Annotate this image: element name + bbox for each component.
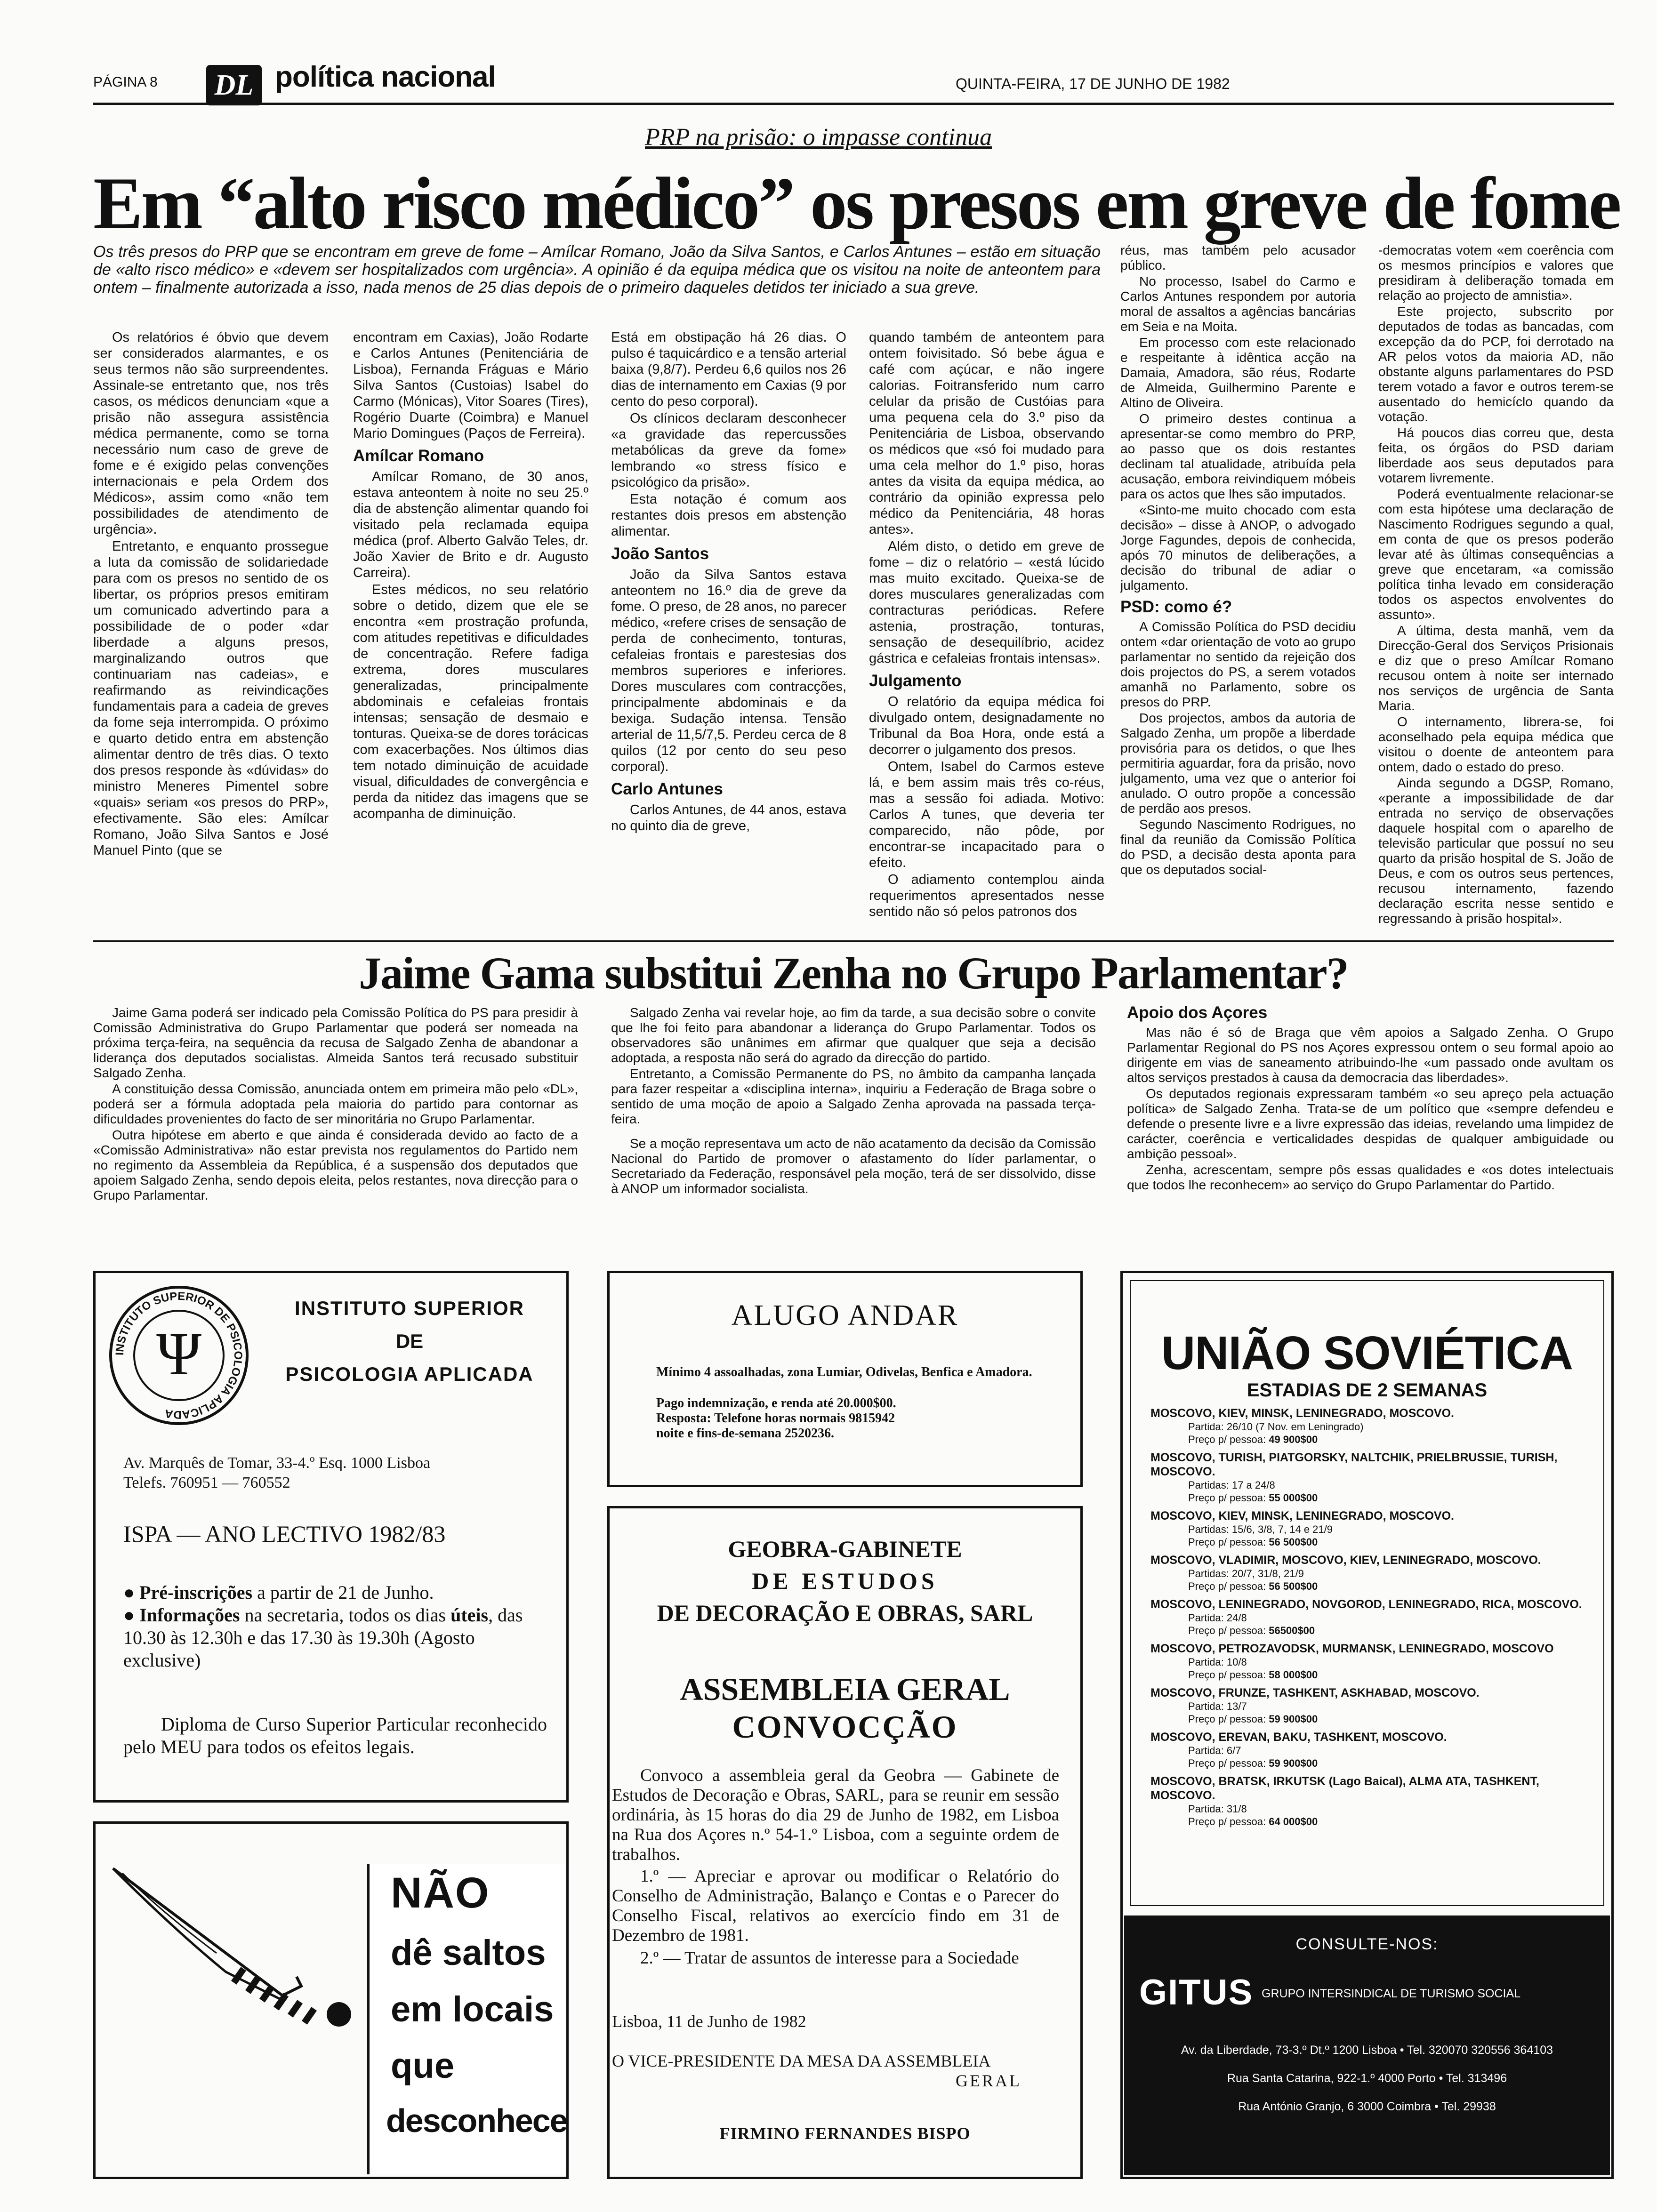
route-price: [1150, 1433, 1593, 1446]
subhead: Amílcar Romano: [353, 447, 484, 465]
paragraph: Poderá eventualmente relacionar-se com esta hipótese uma declaração de Nascimento Rodrigues segundo a qual, em conta de que os presos poderão levar até às últimas consequências a greve que encetaram, «a comissão política tinha levado em consideração todos os aspectos envolventes do assunto».: [1378, 487, 1614, 622]
dl-logo-text: DL: [214, 69, 254, 101]
route-item: [1150, 1451, 1593, 1504]
route-price: [1150, 1580, 1593, 1593]
subhead: Julgamento: [869, 672, 962, 690]
route-dates: Partidas: 17 a 24/8: [1188, 1479, 1275, 1491]
price-value: 64 000$00: [1269, 1816, 1318, 1827]
subhead: João Santos: [611, 545, 709, 563]
header-rule: [93, 103, 1614, 105]
paragraph: quando também de anteontem para ontem foivisitado. Só bebe água e café com açúcar, e não ingere calorias. Foitransferido num carro celular da prisão de Custóias para uma pequena cela do 3.º piso da Penitenciária de Lisboa, observando os médicos que «só foi mudado para uma cela melhor do 1.º piso, horas antes da visita da equipa médica, ao contrário da opinião expressa pelo médico da Penitenciária, 48 horas antes».: [869, 330, 1104, 537]
price-label: Preço p/ pessoa:: [1188, 1816, 1269, 1827]
price-value: 56 500$00: [1269, 1580, 1318, 1592]
price-value: 49 900$00: [1269, 1434, 1318, 1445]
paragraph: No processo, Isabel do Carmo e Carlos Antunes respondem por autoria moral de assaltos a agências bancárias em Seia e na Moita.: [1120, 274, 1356, 334]
route-dates: Partida: 6/7: [1188, 1745, 1241, 1756]
route-dates: Partidas: 15/6, 3/8, 7, 14 e 21/9: [1188, 1523, 1333, 1535]
article1-col5: [1120, 243, 1356, 913]
paragraph: João da Silva Santos estava anteontem no 16.º dia de greve da fome. O preso, de 28 anos, no parecer médico, «refere crises de sensação de perda de conhecimento, tonturas, cefaleias frontais e parestesias dos membros superiores e inferiores. Dores musculares com contracções, principalmente abdominais e da bexiga. Sudação intensa. Tensão arterial de 11,5/7,5. Perdeu cerca de 8 quilos (12 por cento do seu peso corporal).: [611, 567, 846, 774]
route-item: [1150, 1509, 1593, 1548]
route-item: [1150, 1597, 1593, 1637]
route-price: [1150, 1668, 1593, 1681]
route-cities: MOSCOVO, FRUNZE, TASHKENT, ASKHABAD, MOSCOVO.: [1150, 1686, 1480, 1699]
geobra-sig-2: GERAL: [956, 2071, 1022, 2090]
route-item: [1150, 1406, 1593, 1446]
route-cities: MOSCOVO, TURISH, PIATGORSKY, NALTCHIK, PRIELBRUSSIE, TURISH, MOSCOVO.: [1150, 1451, 1558, 1478]
route-dates: Partidas: 20/7, 31/8, 21/9: [1188, 1568, 1304, 1579]
alugo-l3: Resposta: Telefone horas normais 9815942: [656, 1411, 895, 1426]
paragraph: Há poucos dias correu que, desta feita, os órgãos do PSD dariam liberdade aos seus deputados para votarem livremente.: [1378, 425, 1614, 485]
geobra-heading-2: CONVOCÇÃO: [732, 1709, 958, 1745]
saltos-line-3: em locais: [391, 1989, 554, 2029]
geobra-title-3: DE DECORAÇÃO E OBRAS, SARL: [657, 1600, 1033, 1626]
price-value: 59 900$00: [1269, 1713, 1318, 1725]
paragraph: Esta notação é comum aos restantes dois presos em abstenção alimentar.: [611, 492, 846, 539]
paragraph: Salgado Zenha vai revelar hoje, ao fim da tarde, a sua decisão sobre o convite que lhe foi feito para abandonar a liderança do Grupo Parlamentar. Todos os observadores são unânimes em afirmar que qualquer que seja a decisão adoptada, a resposta não será do agrado da direcção do partido.: [611, 1005, 1096, 1065]
saltos-line-1: NÃO: [391, 1869, 490, 1917]
paragraph: O primeiro destes continua a apresentar-se como membro do PRP, ao passo que os dois restantes declinam tal atualidade, atribuída pela acusação, embora reivindiquem móbeis para os actos que lhes são imputados.: [1120, 411, 1356, 501]
bullet-text: a partir de 21 de Junho.: [252, 1582, 434, 1603]
alugo-l2: Pago indemnização, e renda até 20.000$00.: [656, 1396, 896, 1411]
article1-col1: [93, 329, 329, 913]
price-value: 56 500$00: [1269, 1536, 1318, 1548]
paragraph: Entretanto, e enquanto prossegue a luta da comissão de solidariedade para com os presos no sentido de os libertar, os próprios presos emitiram um comunicado advertindo para a possibilidade de o poder «dar liberdade a alguns presos, marginalizando outros que continuariam nas cadeias», e reafirmando as reivindicações fundamentais para a cadeia de greves da fome seja interrompida. O próximo e quarto detido entra em abstenção alimentar dentro de três dias. O texto dos presos responde às «dúvidas» do ministro Meneres Pimentel sobre «quais» seriam «os presos do PRP», efectivamente. São eles: Amílcar Romano, João Silva Santos e José Manuel Pinto (que se: [93, 539, 329, 858]
price-value: 55 000$00: [1269, 1492, 1318, 1504]
article1-col6: [1378, 243, 1614, 926]
page-number: PÁGINA 8: [93, 74, 158, 90]
urss-routes: [1150, 1406, 1593, 1905]
paragraph: Em processo com este relacionado e respeitante à idêntica acção na Damaia, Amadora, são réus, Rodarte de Almeida, Guilhermino Parente e Altino de Oliveira.: [1120, 335, 1356, 410]
alugo-title: ALUGO ANDAR: [731, 1299, 959, 1331]
paragraph: Este projecto, subscrito por deputados de todas as bancadas, com excepção da do PCP, foi derrotado na AR pelos votos da maioria AD, não obstante alguns parlamentares do PSD terem votado a favor e outros terem-se ausentado do hemicíclo quando da votação.: [1378, 304, 1614, 424]
subhead: Carlo Antunes: [611, 780, 723, 798]
article2-col1: [93, 1005, 578, 1250]
gitus-consult: CONSULTE-NOS:: [1295, 1935, 1439, 1953]
article1-headline: Em “alto risco médico” os presos em greve de fome: [93, 162, 1620, 245]
paragraph: Os relatórios é óbvio que devem ser considerados alarmantes, e os seus termos não são surpreendentes. Assinale-se entretanto que, nos três casos, os médicos denunciam «que a prisão não assegura assistência médica permanente, como se torna necessário num caso de greve de fome e é exigido pelas convenções internacionais e pela Ordem dos Médicos», assim como «não tem possibilidades de atendimento de urgência».: [93, 330, 329, 537]
gitus-subtitle: GRUPO INTERSINDICAL DE TURISMO SOCIAL: [1262, 1987, 1521, 2000]
route-price: [1150, 1491, 1593, 1504]
bullet-label: Informações: [139, 1604, 240, 1626]
paragraph: A última, desta manhã, vem da Direcção-Geral dos Serviços Prisionais e diz que o preso Amílcar Romano recusou ontem à noite ser internado nos serviços de urgência de Santa Maria.: [1378, 623, 1614, 713]
saltos-line-4: que: [391, 2046, 455, 2086]
price-label: Preço p/ pessoa:: [1188, 1757, 1269, 1769]
route-dates: Partida: 24/8: [1188, 1612, 1247, 1624]
article2-col2: [611, 1005, 1096, 1250]
route-price: [1150, 1757, 1593, 1770]
geobra-item-1: 1.º — Apreciar e aprovar ou modificar o Relatório do Conselho de Administração, Balanço e Contas e o Parecer do Conselho Fiscal, relativos ao exercício findo em 31 de Dezembro de 1981.: [612, 1867, 1059, 1945]
paragraph: O internamento, librera-se, foi aconselhado pela equipa médica que visitou o doente de anteontem para ontem, dado o estado do preso.: [1378, 714, 1614, 774]
paragraph: Estes médicos, no seu relatório sobre o detido, dizem que ele se encontra «em prostração profunda, com atitudes repetitivas e dificuldades de concentração. Refere fadiga extrema, dores musculares generalizadas, principalmente abdominais e cefaleias frontais intensas; sensação de desmaio e tonturas. Queixa-se de dores torácicas com exacerbações. Nos últimos dias tem notado diminuição de acuidade visual, dificuldades de convergência e perda da nitidez das imagens que se acompanha de diminuição.: [353, 582, 588, 821]
route-cities: MOSCOVO, KIEV, MINSK, LENINEGRADO, MOSCOVO.: [1150, 1509, 1454, 1523]
price-label: Preço p/ pessoa:: [1188, 1625, 1269, 1636]
article2-headline: Jaime Gama substitui Zenha no Grupo Parlamentar?: [359, 948, 1348, 998]
paragraph: Entretanto, a Comissão Permanente do PS, no âmbito da campanha lançada para fazer respeitar a «disciplina interna», inquiriu a Federação de Braga sobre o sentido de uma moção de apoio a Salgado Zenha aprovada na passada terça-feira.: [611, 1066, 1096, 1126]
alugo-l1: Mínimo 4 assoalhadas, zona Lumiar, Odivelas, Benfica e Amadora.: [656, 1365, 1032, 1379]
route-cities: MOSCOVO, EREVAN, BAKU, TASHKENT, MOSCOVO.: [1150, 1731, 1447, 1744]
paragraph: Está em obstipação há 26 dias. O pulso é taquicárdico e a tensão arterial baixa (9,8/7). Perdeu 6,6 quilos nos 26 dias de internamento em Caxias (9 por cento do peso corporal).: [611, 330, 846, 409]
price-value: 56500$00: [1269, 1625, 1315, 1636]
route-item: [1150, 1686, 1593, 1725]
route-price: [1150, 1815, 1593, 1828]
paragraph: «Sinto-me muito chocado com esta decisão» – disse à ANOP, o advogado Jorge Fagundes, depois de conhecida, após 70 minutos de deliberações, a decisão do tribunal de adiar o julgamento.: [1120, 503, 1356, 593]
paragraph: Os deputados regionais expressaram também «o seu apreço pela actuação política» de Salgado Zenha. Trata-se de um político que «sempre defendeu e defende o presente livre e a livre expressão das ideias, revelando uma limpidez de carácter, coerência e verticalidades despidas de qualquer ambiguidade ou ambição pessoal».: [1127, 1086, 1614, 1161]
route-item: [1150, 1642, 1593, 1681]
route-price: [1150, 1536, 1593, 1548]
subhead: Apoio dos Açores: [1127, 1003, 1268, 1022]
paragraph: Se a moção representava um acto de não acatamento da decisão da Comissão Nacional do Partido de promover o afastamento do líder parlamentar, o Secretariado da Federação, responsável pela moção, terá de ser dissolvido, disse à ANOP um informador socialista.: [611, 1136, 1096, 1196]
paragraph: A Comissão Política do PSD decidiu ontem «dar orientação de voto ao grupo parlamentar no sentido da rejeição dos dois projectos do PS, a serem votados amanhã no Parlamento, sobre os presos do PRP.: [1120, 619, 1356, 709]
paragraph: Zenha, acrescentam, sempre pôs essas qualidades e «os dotes intelectuais que todos lhe reconhecem» ao serviço do Grupo Parlamentar do Partido.: [1127, 1162, 1614, 1192]
section-title: política nacional: [275, 61, 496, 93]
saltos-line-5: desconhece: [386, 2102, 567, 2139]
paragraph: Ontem, Isabel do Carmos esteve lá, e bem assim mais três co-réus, mas a sessão foi adiada. Motivo: Carlos A tunes, que deveria ter comparecido, não pôde, por encontrar-se incapacitado para o efeito.: [869, 759, 1104, 870]
route-cities: MOSCOVO, BRATSK, IRKUTSK (Lago Baical), ALMA ATA, TASHKENT, MOSCOVO.: [1150, 1775, 1539, 1802]
bullet-preinscricoes: ● Pré-inscrições a partir de 21 de Junho.: [123, 1582, 434, 1603]
ispa-year: ISPA — ANO LECTIVO 1982/83: [123, 1521, 446, 1547]
ispa-title-2: DE: [395, 1330, 424, 1352]
subhead: PSD: como é?: [1120, 598, 1232, 616]
paragraph: Mas não é só de Braga que vêm apoios a Salgado Zenha. O Grupo Parlamentar Regional do PS nos Açores expressou ontem o seu formal apoio ao dirigente em vias de saneamento atribuindo-lhe «um passado onde avultam os altos serviços prestados à causa da democracia das liberdades».: [1127, 1025, 1614, 1085]
ispa-bullets: [123, 1581, 547, 1672]
urss-subtitle: ESTADIAS DE 2 SEMANAS: [1247, 1380, 1488, 1401]
route-cities: MOSCOVO, LENINEGRADO, NOVGOROD, LENINEGRADO, RICA, MOSCOVO.: [1150, 1598, 1582, 1611]
route-dates: Partida: 26/10 (7 Nov. em Leningrado): [1188, 1421, 1364, 1433]
bullet-uteis: úteis: [450, 1604, 489, 1626]
ispa-seal: [108, 1285, 249, 1426]
paragraph: Outra hipótese em aberto e que ainda é considerada devido ao facto de a «Comissão Administrativa» não estar prevista nos regulamentos do Partido nem no regimento da Assembleia da República, é a suspensão dos deputados que apoiem Salgado Zenha, sendo depois eleita, pelos restantes, nova direcção para o Grupo Parlamentar.: [93, 1128, 578, 1202]
price-value: 58 000$00: [1269, 1669, 1318, 1681]
route-dates: Partida: 13/7: [1188, 1700, 1247, 1712]
psi-glyph: Ψ: [156, 1320, 201, 1388]
diver-icon: [104, 1859, 367, 2057]
article2-col3: [1127, 1005, 1614, 1250]
issue-date: QUINTA-FEIRA, 17 DE JUNHO DE 1982: [956, 75, 1230, 92]
route-item: [1150, 1553, 1593, 1593]
seal-icon: [108, 1285, 249, 1426]
article1-lead: Os três presos do PRP que se encontram em greve de fome – Amílcar Romano, João da Silva Santos, e Carlos Antunes – estão em situação de «alto risco médico» e «devem ser hospitalizados com urgência». A opinião é da equipa médica que os visitou na noite de anteontem para ontem – finalmente autorizada a isso, nada menos de 25 dias depois de o primeiro daqueles detidos ter iniciado a sua greve.: [93, 243, 1101, 297]
route-cities: MOSCOVO, VLADIMIR, MOSCOVO, KIEV, LENINEGRADO, MOSCOVO.: [1150, 1554, 1541, 1567]
paragraph: Dos projectos, ambos da autoria de Salgado Zenha, um propõe a liberdade provisória para os detidos, o que lhes permitiria aguardar, fora da prisão, novo julgamento, uma vez que o anterior foi anulado. O outro propõe a concessão de perdão aos presos.: [1120, 711, 1356, 816]
geobra-date: Lisboa, 11 de Junho de 1982: [612, 2012, 806, 2031]
price-label: Preço p/ pessoa:: [1188, 1536, 1269, 1548]
diver-illustration: [104, 1859, 367, 2057]
bullet-label: Pré-inscrições: [139, 1582, 253, 1603]
saltos-line-2: dê saltos: [391, 1933, 546, 1973]
gitus-address-3: Rua António Granjo, 6 3000 Coimbra • Tel. 29938: [1238, 2100, 1496, 2113]
article1-col2: [353, 329, 588, 913]
gitus-address-2: Rua Santa Catarina, 922-1.º 4000 Porto • Tel. 313496: [1227, 2072, 1507, 2085]
urss-title: UNIÃO SOVIÉTICA: [1161, 1327, 1573, 1379]
geobra-name: FIRMINO FERNANDES BISPO: [719, 2124, 971, 2143]
price-label: Preço p/ pessoa:: [1188, 1580, 1269, 1592]
paragraph: Além disto, o detido em greve de fome – diz o relatório – «está lúcido mas muito excitado. Queixa-se de dores musculares generalizadas com contracturas periódicas. Refere astenia, prostração, tonturas, sensação de desequilíbrio, acidez gástrica e cefaleias frontais intensas».: [869, 539, 1104, 666]
route-dates: Partida: 31/8: [1188, 1803, 1247, 1815]
route-dates: Partida: 10/8: [1188, 1656, 1247, 1668]
route-price: [1150, 1624, 1593, 1637]
price-value: 59 900$00: [1269, 1757, 1318, 1769]
geobra-item-2: 2.º — Tratar de assuntos de interesse para a Sociedade: [640, 1948, 1019, 1968]
geobra-sig-1: O VICE-PRESIDENTE DA MESA DA ASSEMBLEIA: [612, 2052, 991, 2070]
ispa-address: Av. Marquês de Tomar, 33-4.º Esq. 1000 Lisboa: [123, 1454, 431, 1472]
paragraph: -democratas votem «em coerência com os mesmos princípios e valores que presidiram à deliberação tomada em relação ao projecto de amnistia».: [1378, 243, 1614, 303]
geobra-body: Convoco a assembleia geral da Geobra — Gabinete de Estudos de Decoração e Obras, SARL, para se reunir em sessão ordinária, às 15 horas do dia 29 de Junho de 1982, em Lisboa na Rua dos Açores n.º 54-1.º Lisboa, com a seguinte ordem de trabalhos.: [612, 1766, 1059, 1864]
price-label: Preço p/ pessoa:: [1188, 1669, 1269, 1681]
paragraph: Ainda segundo a DGSP, Romano, «perante a impossibilidade de dar entrada no serviço de observações daquele hospital com o aparelho de televisão particular que possuí no seu quarto da prisão hospital de S. João de Deus, e com os outros seus pertences, recusou internamento, fazendo declaração escrita nesse sentido e regressando à prisão hospital».: [1378, 776, 1614, 926]
geobra-title-2: DE ESTUDOS: [752, 1568, 938, 1594]
route-cities: MOSCOVO, PETROZAVODSK, MURMANSK, LENINEGRADO, MOSCOVO: [1150, 1642, 1554, 1655]
geobra-title-1: GEOBRA-GABINETE: [728, 1536, 962, 1562]
article1-col4: [869, 329, 1104, 919]
route-item: [1150, 1774, 1593, 1828]
paragraph: Jaime Gama poderá ser indicado pela Comissão Política do PS para presidir à Comissão Administrativa do Grupo Parlamentar que poderá ser nomeada na próxima terça-feira, na sequência da recusa de Salgado Zenha de abandonar a liderança dos deputados socialistas. Almeida Santos terá recusado substituir Salgado Zenha.: [93, 1005, 578, 1080]
paragraph: encontram em Caxias), João Rodarte e Carlos Antunes (Penitenciária de Lisboa), Fernanda Fráguas e Mário Silva Santos (Custoias) Isabel do Carmo (Mónicas), Vitor Soares (Tires), Rogério Duarte (Coimbra) e Manuel Mario Domingues (Paços de Ferreira).: [353, 330, 588, 441]
price-label: Preço p/ pessoa:: [1188, 1492, 1269, 1504]
paragraph: O adiamento contemplou ainda requerimentos apresentados nesse sentido não só pelos patronos dos: [869, 872, 1104, 919]
ispa-phones: Telefs. 760951 — 760552: [123, 1474, 290, 1491]
alugo-l4: noite e fins-de-semana 2520236.: [656, 1426, 834, 1441]
route-price: [1150, 1713, 1593, 1725]
ispa-title-1: INSTITUTO SUPERIOR: [295, 1297, 524, 1319]
gitus-address-1: Av. da Liberdade, 73-3.º Dt.º 1200 Lisboa • Tel. 320070 320556 364103: [1181, 2044, 1553, 2057]
route-cities: MOSCOVO, KIEV, MINSK, LENINEGRADO, MOSCOVO.: [1150, 1407, 1454, 1420]
bullet-informacoes: ● Informações na secretaria, todos os dias úteis, das 10.30 às 12.30h e das 17.30 às 19.30h (Agosto exclusive): [123, 1604, 523, 1671]
paragraph: Segundo Nascimento Rodrigues, no final da reunião da Comissão Política do PSD, a decisão desta aponta para que os deputados social-: [1120, 817, 1356, 877]
article1-col3: [611, 329, 846, 913]
article-divider: [93, 940, 1614, 942]
paragraph: réus, mas também pelo acusador público.: [1120, 243, 1356, 272]
dl-logo-icon: [206, 65, 262, 105]
route-item: [1150, 1730, 1593, 1770]
paragraph: Os clínicos declaram desconhecer «a gravidade das repercussões metabólicas da greve da fome» lembrando «o stress físico e psicológico da prisão».: [611, 411, 846, 490]
paragraph: O relatório da equipa médica foi divulgado ontem, designadamente no Tribunal da Boa Hora, onde está a decorrer o julgamento dos presos.: [869, 694, 1104, 757]
paragraph: Amílcar Romano, de 30 anos, estava anteontem à noite no seu 25.º dia de abstenção alimentar quando foi visitado pela reclamada equipa médica (prof. Alberto Galvão Teles, dr. João Xavier de Brito e dr. Augusto Carreira).: [353, 469, 588, 580]
seal-text: INSTITUTO SUPERIOR DE PSICOLOGIA APLICADA: [113, 1290, 245, 1421]
article1-kicker: PRP na prisão: o impasse continua: [645, 124, 992, 151]
paragraph: A constituição dessa Comissão, anunciada ontem em primeira mão pelo «DL», poderá ser a fórmula adoptada pela maioria do partido para contornar as dificuldades provenientes do facto de ser minoritária no Grupo Parlamentar.: [93, 1082, 578, 1126]
ispa-title-3: PSICOLOGIA APLICADA: [285, 1363, 534, 1385]
gitus-brand: GITUS: [1139, 1972, 1254, 2012]
price-label: Preço p/ pessoa:: [1188, 1713, 1269, 1725]
bullet-text: na secretaria, todos os dias: [240, 1604, 451, 1626]
paragraph: Carlos Antunes, de 44 anos, estava no quinto dia de greve,: [611, 802, 846, 834]
geobra-heading-1: ASSEMBLEIA GERAL: [680, 1671, 1010, 1707]
bullet-text: , das 10.30 às 12.30h e das 17.30 às 19.30h (Agosto exclusive): [123, 1604, 523, 1671]
ispa-diploma: Diploma de Curso Superior Particular reconhecido pelo MEU para todos os efeitos legais.: [123, 1714, 547, 1757]
price-label: Preço p/ pessoa:: [1188, 1434, 1269, 1445]
